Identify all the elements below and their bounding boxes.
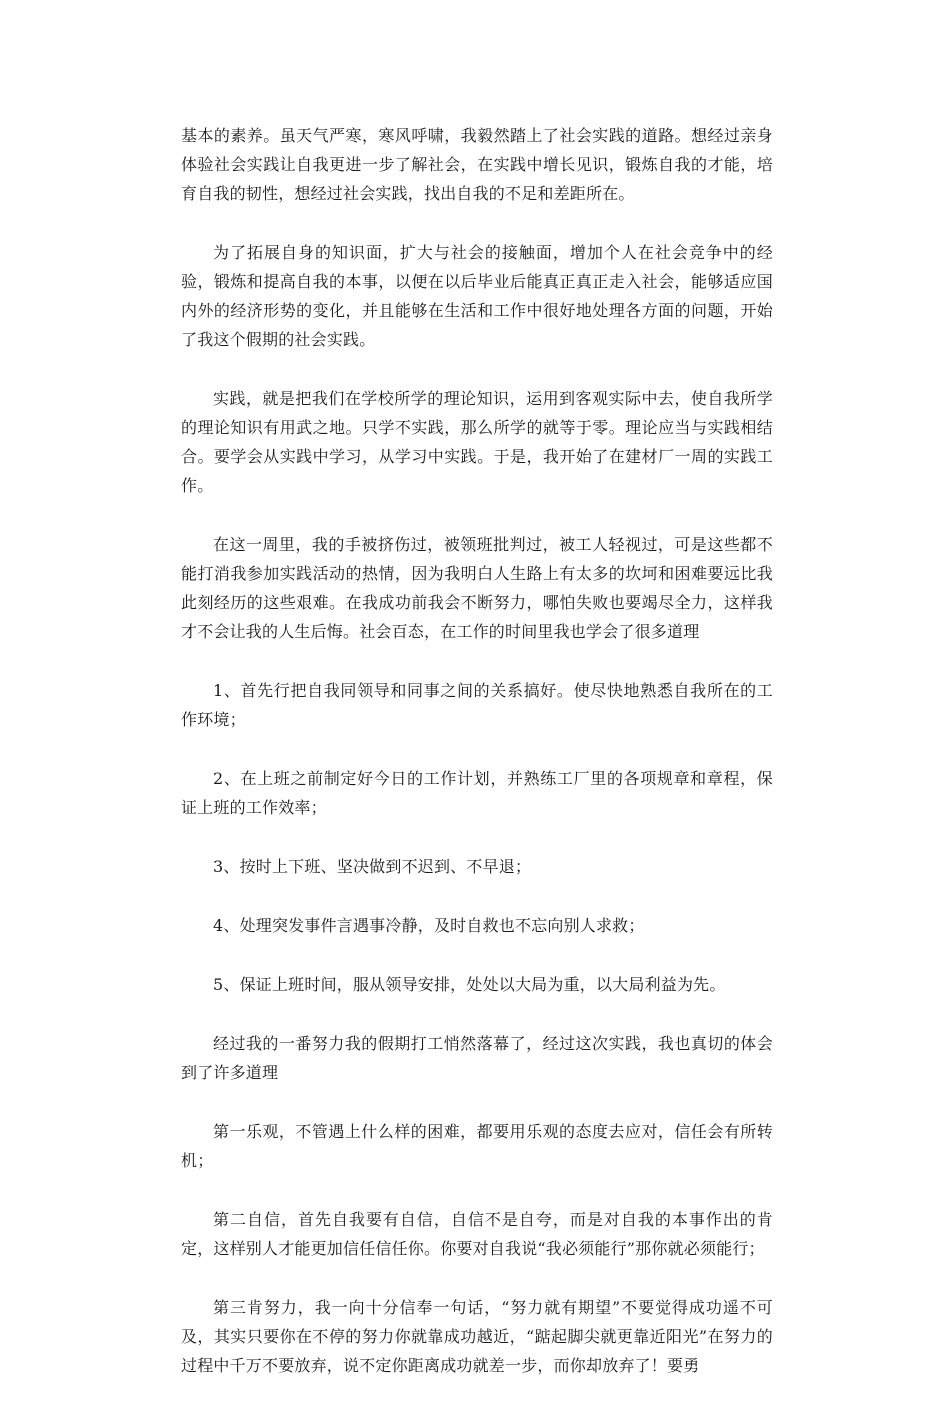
paragraph: 基本的素养。虽天气严寒，寒风呼啸，我毅然踏上了社会实践的道路。想经过亲身体验社会实践让自我更进一步了解社会，在实践中增长见识，锻炼自我的才能，培育自我的韧性，想经过社会实践，找出自我的不足和差距所在。: [181, 126, 773, 203]
list-item: 2、在上班之前制定好今日的工作计划，并熟练工厂里的各项规章和章程，保证上班的工作效率；: [181, 769, 773, 817]
paragraph: 经过我的一番努力我的假期打工悄然落幕了，经过这次实践，我也真切的体会到了许多道理: [181, 1034, 773, 1082]
list-item: 3、按时上下班、坚决做到不迟到、不早退；: [213, 857, 532, 876]
paragraph: 为了拓展自身的知识面，扩大与社会的接触面，增加个人在社会竞争中的经验，锻炼和提高自我的本事，以便在以后毕业后能真正真正走入社会，能够适应国内外的经济形势的变化，并且能够在生活和工作中很好地处理各方面的问题，开始了我这个假期的社会实践。: [181, 243, 773, 349]
paragraph: 第二自信，首先自我要有自信，自信不是自夸，而是对自我的本事作出的肯定，这样别人才能更加信任信任你。你要对自我说“我必须能行”那你就必须能行；: [181, 1210, 773, 1258]
list-item: 5、保证上班时间，服从领导安排，处处以大局为重，以大局利益为先。: [213, 975, 726, 994]
paragraph: 实践，就是把我们在学校所学的理论知识，运用到客观实际中去，使自我所学的理论知识有用武之地。只学不实践，那么所学的就等于零。理论应当与实践相结合。要学会从实践中学习，从学习中实践。于是，我开始了在建材厂一周的实践工作。: [181, 389, 773, 495]
list-item: 1、首先行把自我同领导和同事之间的关系搞好。使尽快地熟悉自我所在的工作环境；: [181, 681, 773, 729]
paragraph: 第一乐观，不管遇上什么样的困难，都要用乐观的态度去应对，信任会有所转机；: [181, 1122, 773, 1170]
paragraph: 在这一周里，我的手被挤伤过，被领班批判过，被工人轻视过，可是这些都不能打消我参加实践活动的热情，因为我明白人生路上有太多的坎坷和困难要远比我此刻经历的这些艰难。在我成功前我会不断努力，哪怕失败也要竭尽全力，这样我才不会让我的人生后悔。社会百态，在工作的时间里我也学会了很多道理: [181, 535, 773, 641]
list-item: 4、处理突发事件言遇事冷静，及时自救也不忘向别人求救；: [213, 916, 645, 935]
document-body: [181, 121, 773, 1410]
paragraph: 第三肯努力，我一向十分信奉一句话，“努力就有期望”不要觉得成功遥不可及，其实只要你在不停的努力你就靠成功越近，“踮起脚尖就更靠近阳光”在努力的过程中千万不要放弃，说不定你距离成功就差一步，而你却放弃了！要勇: [181, 1298, 773, 1375]
